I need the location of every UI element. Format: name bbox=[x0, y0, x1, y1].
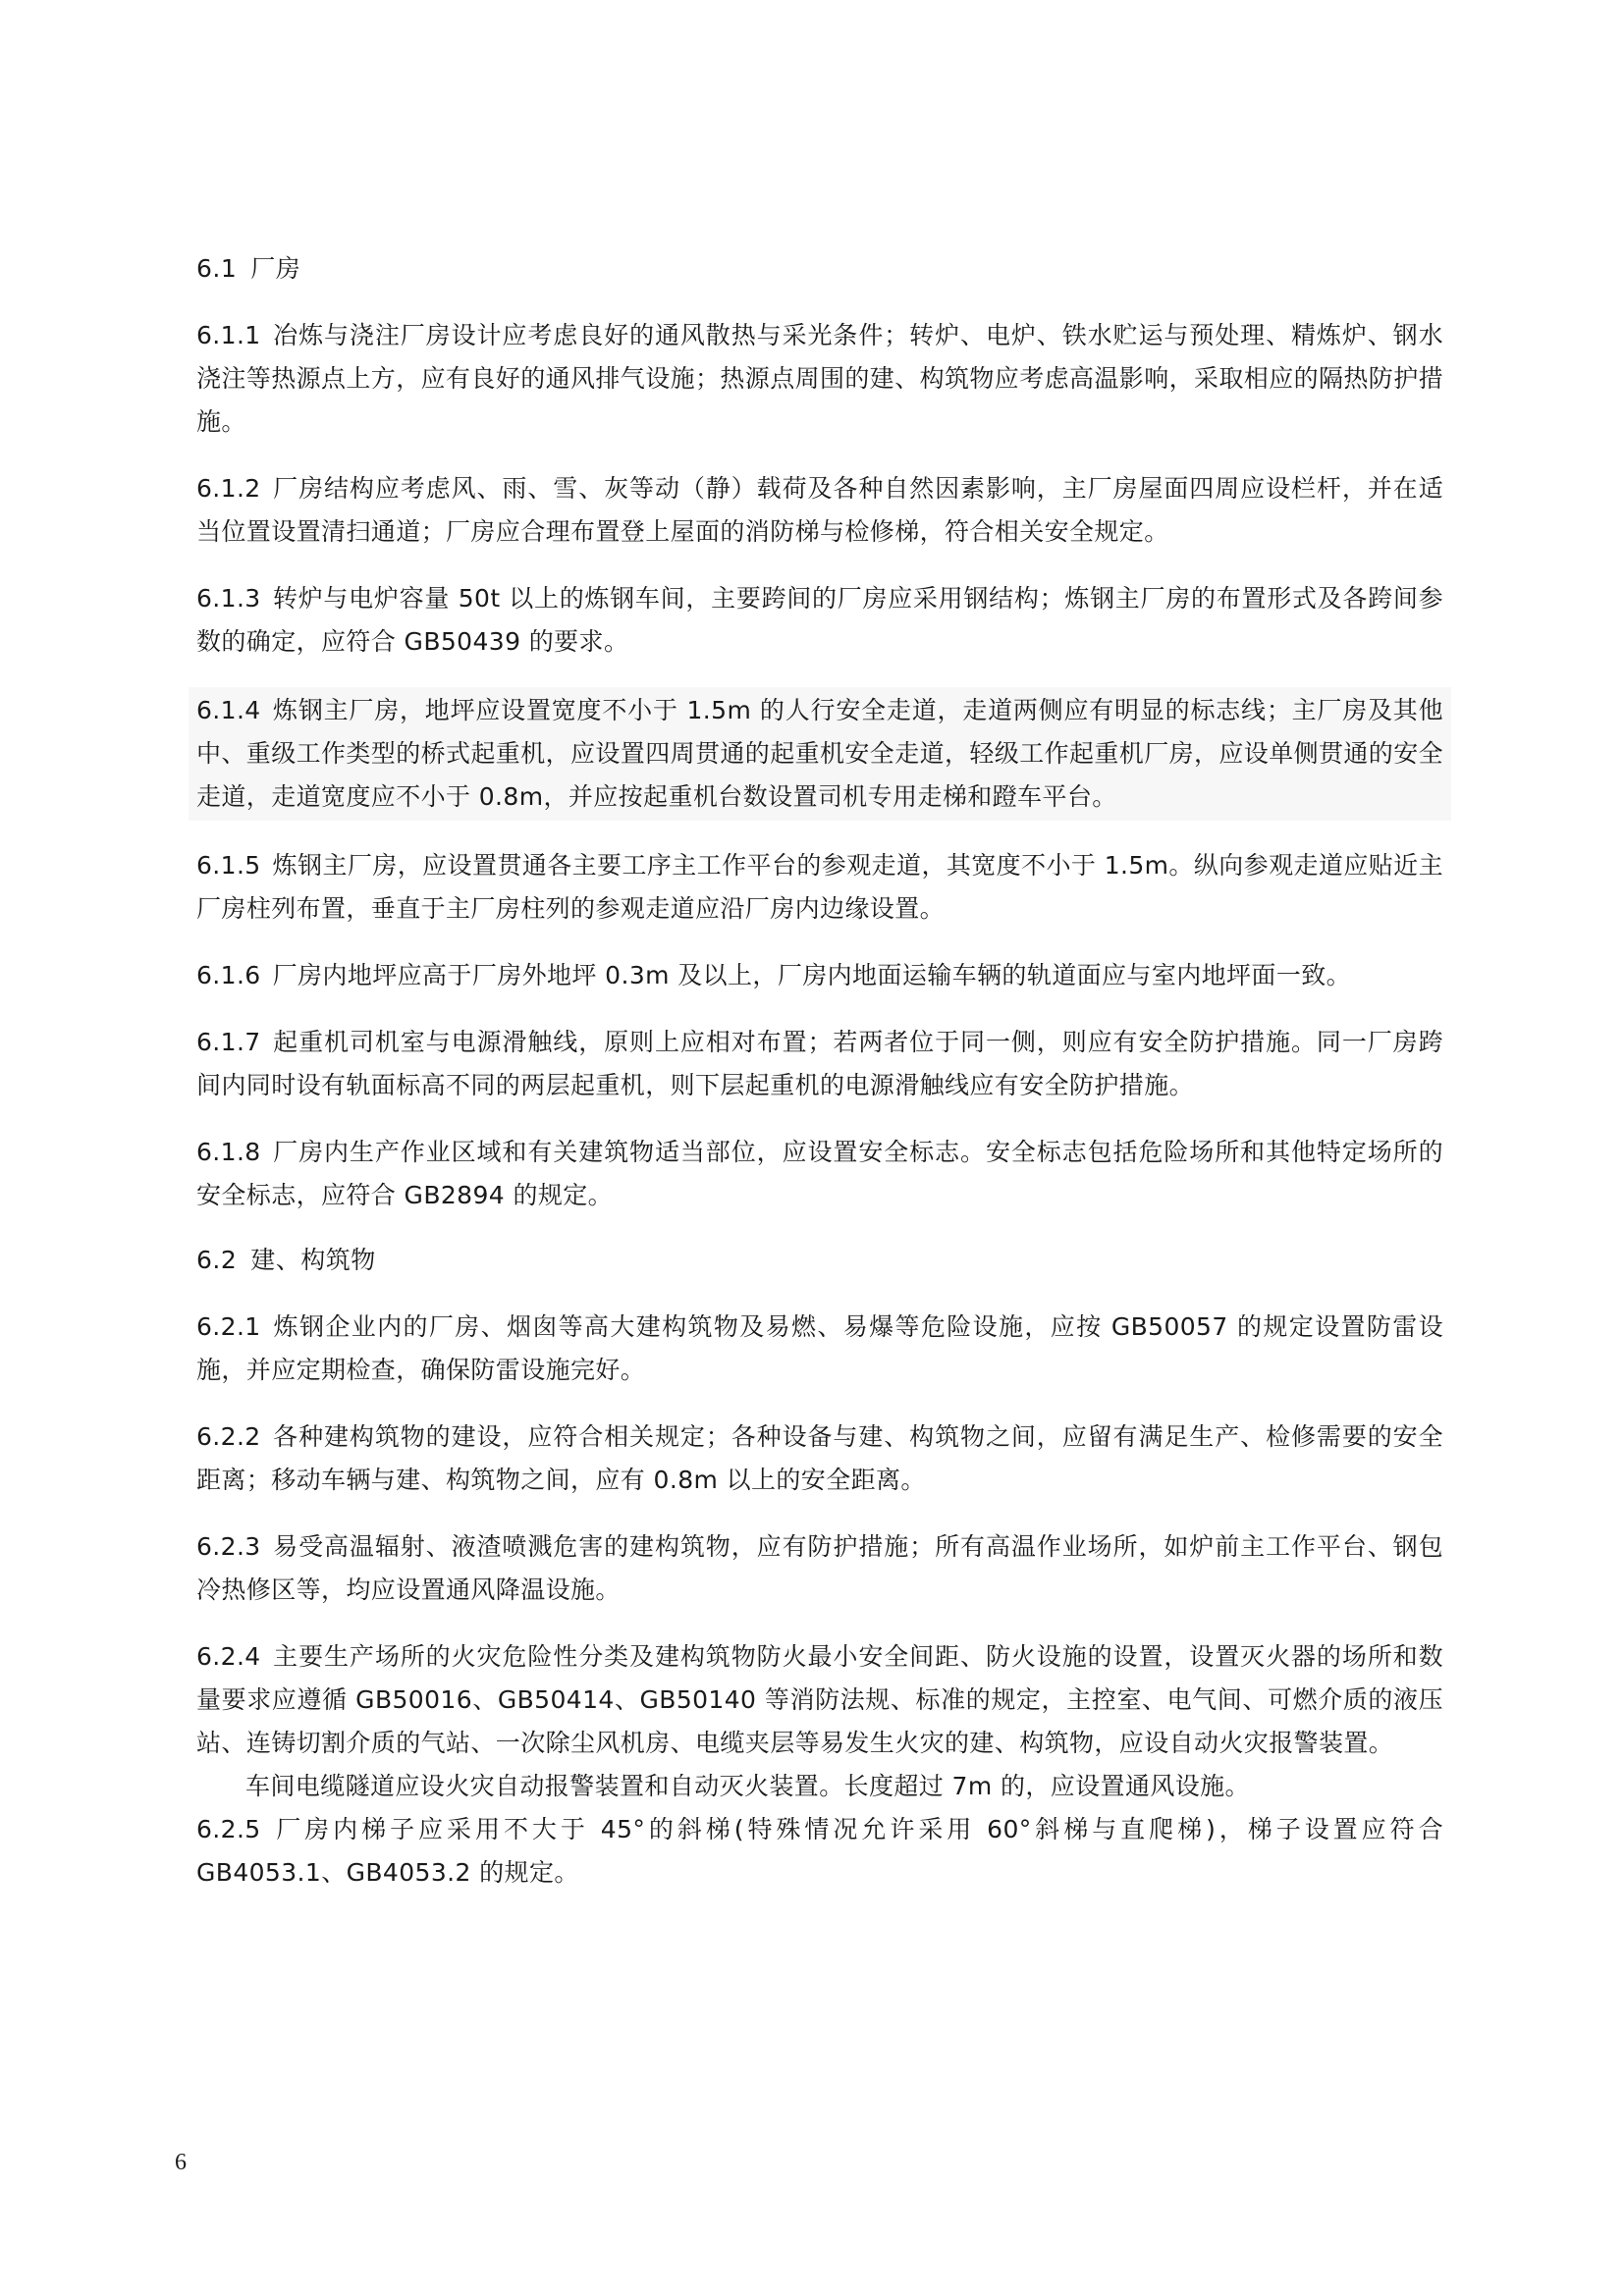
clause-6-2-3 bbox=[196, 1525, 1443, 1612]
clause-6-1-7 bbox=[196, 1021, 1443, 1107]
clause-text: 炼钢主厂房，地坪应设置宽度不小于 1.5m 的人行安全走道，走道两侧应有明显的标志线；主厂房及其他中、重级工作类型的桥式起重机，应设置四周贯通的起重机安全走道，轻级工作起重机厂房，应设单侧贯通的安全走道，走道宽度应不小于 0.8m，并应按起重机台数设置司机专用走梯和蹬车平台。 bbox=[196, 696, 1444, 811]
clause-number: 6.2.2 bbox=[196, 1422, 261, 1451]
clause-6-1-8 bbox=[196, 1131, 1443, 1217]
clause-number: 6.2.5 bbox=[196, 1815, 261, 1843]
clause-number: 6.2.1 bbox=[196, 1312, 261, 1341]
clause-number: 6.1.1 bbox=[196, 321, 261, 349]
clause-6-2-4 bbox=[196, 1635, 1443, 1765]
clause-number: 6.1.7 bbox=[196, 1028, 261, 1056]
clause-text: 炼钢企业内的厂房、烟囱等高大建构筑物及易燃、易爆等危险设施，应按 GB50057 的规定设置防雷设施，并应定期检查，确保防雷设施完好。 bbox=[196, 1312, 1443, 1384]
clause-number: 6.1.2 bbox=[196, 474, 261, 503]
clause-text: 厂房内生产作业区域和有关建筑物适当部位，应设置安全标志。安全标志包括危险场所和其他特定场所的安全标志，应符合 GB2894 的规定。 bbox=[196, 1138, 1443, 1209]
clause-number: 6.1.8 bbox=[196, 1138, 261, 1166]
section-number: 6.2 bbox=[196, 1246, 238, 1274]
clause-text: 炼钢主厂房，应设置贯通各主要工序主工作平台的参观走道，其宽度不小于 1.5m。纵向参观走道应贴近主厂房柱列布置，垂直于主厂房柱列的参观走道应沿厂房内边缘设置。 bbox=[196, 851, 1443, 923]
section-title: 厂房 bbox=[250, 254, 301, 283]
clause-text: 厂房结构应考虑风、雨、雪、灰等动（静）载荷及各种自然因素影响，主厂房屋面四周应设栏杆，并在适当位置设置清扫通道；厂房应合理布置登上屋面的消防梯与检修梯，符合相关安全规定。 bbox=[196, 474, 1443, 546]
clause-number: 6.2.4 bbox=[196, 1642, 261, 1671]
page-number: 6 bbox=[175, 2150, 187, 2175]
clause-number: 6.1.3 bbox=[196, 584, 261, 613]
clause-text: 易受高温辐射、液渣喷溅危害的建构筑物，应有防护措施；所有高温作业场所，如炉前主工作平台、钢包冷热修区等，均应设置通风降温设施。 bbox=[196, 1532, 1443, 1604]
clause-number: 6.1.5 bbox=[196, 851, 261, 880]
section-title: 建、构筑物 bbox=[250, 1246, 376, 1274]
clause-text: 冶炼与浇注厂房设计应考虑良好的通风散热与采光条件；转炉、电炉、铁水贮运与预处理、精炼炉、钢水浇注等热源点上方，应有良好的通风排气设施；热源点周围的建、构筑物应考虑高温影响，采取相应的隔热防护措施。 bbox=[196, 321, 1444, 436]
clause-6-1-4 bbox=[189, 687, 1451, 821]
clause-text: 转炉与电炉容量 50t 以上的炼钢车间，主要跨间的厂房应采用钢结构；炼钢主厂房的布置形式及各跨间参数的确定，应符合 GB50439 的要求。 bbox=[196, 584, 1443, 656]
clause-6-2-4-continuation bbox=[196, 1765, 1443, 1808]
clause-number: 6.1.6 bbox=[196, 961, 261, 989]
clause-text: 车间电缆隧道应设火灾自动报警装置和自动灭火装置。长度超过 7m 的，应设置通风设施。 bbox=[245, 1772, 1250, 1800]
section-number: 6.1 bbox=[196, 254, 238, 283]
clause-text: 厂房内地坪应高于厂房外地坪 0.3m 及以上，厂房内地面运输车辆的轨道面应与室内地坪面一致。 bbox=[272, 961, 1352, 989]
clause-6-2-2 bbox=[196, 1415, 1443, 1502]
section-heading-6-2 bbox=[196, 1241, 1443, 1280]
section-heading-6-1 bbox=[196, 249, 1443, 289]
clause-6-2-1 bbox=[196, 1306, 1443, 1392]
clause-text: 起重机司机室与电源滑触线，原则上应相对布置；若两者位于同一侧，则应有安全防护措施。同一厂房跨间内同时设有轨面标高不同的两层起重机，则下层起重机的电源滑触线应有安全防护措施。 bbox=[196, 1028, 1443, 1099]
document-body bbox=[196, 249, 1443, 1918]
clause-6-2-5 bbox=[196, 1808, 1443, 1895]
clause-6-1-6 bbox=[196, 954, 1443, 997]
clause-6-1-1 bbox=[196, 314, 1443, 444]
clause-6-1-2 bbox=[196, 467, 1443, 554]
clause-number: 6.1.4 bbox=[196, 696, 261, 724]
clause-number: 6.2.3 bbox=[196, 1532, 261, 1561]
clause-text: 各种建构筑物的建设，应符合相关规定；各种设备与建、构筑物之间，应留有满足生产、检修需要的安全距离；移动车辆与建、构筑物之间，应有 0.8m 以上的安全距离。 bbox=[196, 1422, 1443, 1494]
clause-text: 厂房内梯子应采用不大于 45°的斜梯(特殊情况允许采用 60°斜梯与直爬梯)，梯子设置应符合 GB4053.1、GB4053.2 的规定。 bbox=[196, 1815, 1443, 1887]
clause-text: 主要生产场所的火灾危险性分类及建构筑物防火最小安全间距、防火设施的设置，设置灭火器的场所和数量要求应遵循 GB50016、GB50414、GB50140 等消防法规、标准的规定，主控室、电气间、可燃介质的液压站、连铸切割介质的气站、一次除尘风机房、电缆夹层等易发生火灾的建、构筑物，应设自动火灾报警装置。 bbox=[196, 1642, 1443, 1757]
clause-6-1-5 bbox=[196, 844, 1443, 931]
clause-6-1-3 bbox=[196, 577, 1443, 664]
